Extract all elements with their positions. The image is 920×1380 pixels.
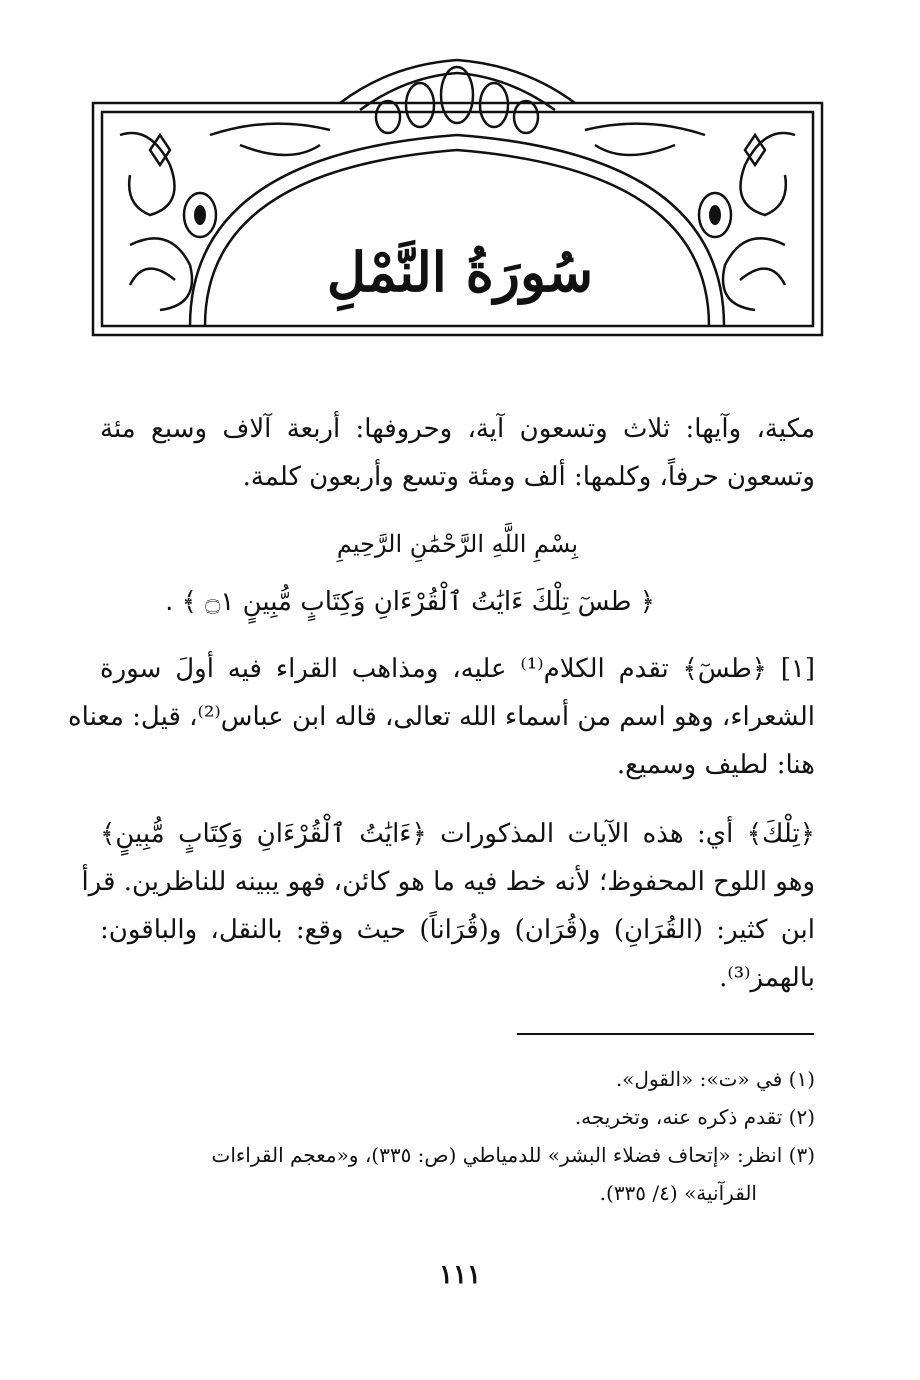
commentary-line: [١] ﴿طسٓ﴾ تقدم الكلام⁽¹⁾ عليه، ومذاهب القراء فيه أولَ سورة xyxy=(100,654,815,684)
surah-title: سُورَةُ النَّمْلِ xyxy=(326,240,594,304)
intro-line: وتسعون حرفاً، وكلمها: ألف ومئة وتسع وأربعون كلمة. xyxy=(242,462,815,492)
verse-block xyxy=(100,578,815,626)
commentary-paragraph-2 xyxy=(81,810,815,1002)
commentary-line: هنا: لطيف وسميع. xyxy=(616,750,815,780)
commentary-line: بالهمز⁽³⁾. xyxy=(719,963,815,993)
intro-paragraph xyxy=(100,405,815,501)
verse-text: ﴿ طسٓ تِلْكَ ءَايَٰتُ ٱلْقُرْءَانِ وَكِتَابٍ مُّبِينٍ ۝١ ﴾ . xyxy=(165,587,655,617)
commentary-line: ابن كثير: (القُرَانِ) و(قُرَان) و(قُرَاناً) حيث وقع: بالنقل، والباقون: xyxy=(100,915,815,945)
footnote-separator xyxy=(517,1033,814,1035)
footnote-3-continued: القرآنية» (٤/ ٣٣٥). xyxy=(599,1181,757,1205)
commentary-paragraph-1 xyxy=(68,645,815,789)
page-number: ١١١ xyxy=(439,1260,481,1290)
footnote-2: (٢) تقدم ذكره عنه، وتخريجه. xyxy=(574,1105,815,1129)
commentary-line: وهو اللوح المحفوظ؛ لأنه خط فيه ما هو كائن، فهو يبينه للناظرين. قرأ xyxy=(81,867,815,897)
footnote-1: (١) في «ت»: «القول». xyxy=(615,1067,815,1091)
footnote-3: (٣) انظر: «إتحاف فضلاء البشر» للدمياطي (ص: ٣٣٥)، و«معجم القراءات xyxy=(211,1143,815,1167)
commentary-line: الشعراء، وهو اسم من أسماء الله تعالى، قاله ابن عباس⁽²⁾، قيل: معناه xyxy=(68,702,815,732)
basmala xyxy=(100,520,815,568)
footnotes xyxy=(100,1060,815,1212)
intro-line: مكية، وآيها: ثلاث وتسعون آية، وحروفها: أربعة آلاف وسبع مئة xyxy=(100,414,815,444)
basmala-text: بِسْمِ اللَّهِ الرَّحْمَٰنِ الرَّحِيمِ xyxy=(336,530,579,558)
commentary-line: ﴿تِلْكَ﴾ أي: هذه الآيات المذكورات ﴿ءَايَٰتُ ٱلْقُرْءَانِ وَكِتَابٍ مُّبِينٍ﴾ xyxy=(100,819,815,849)
